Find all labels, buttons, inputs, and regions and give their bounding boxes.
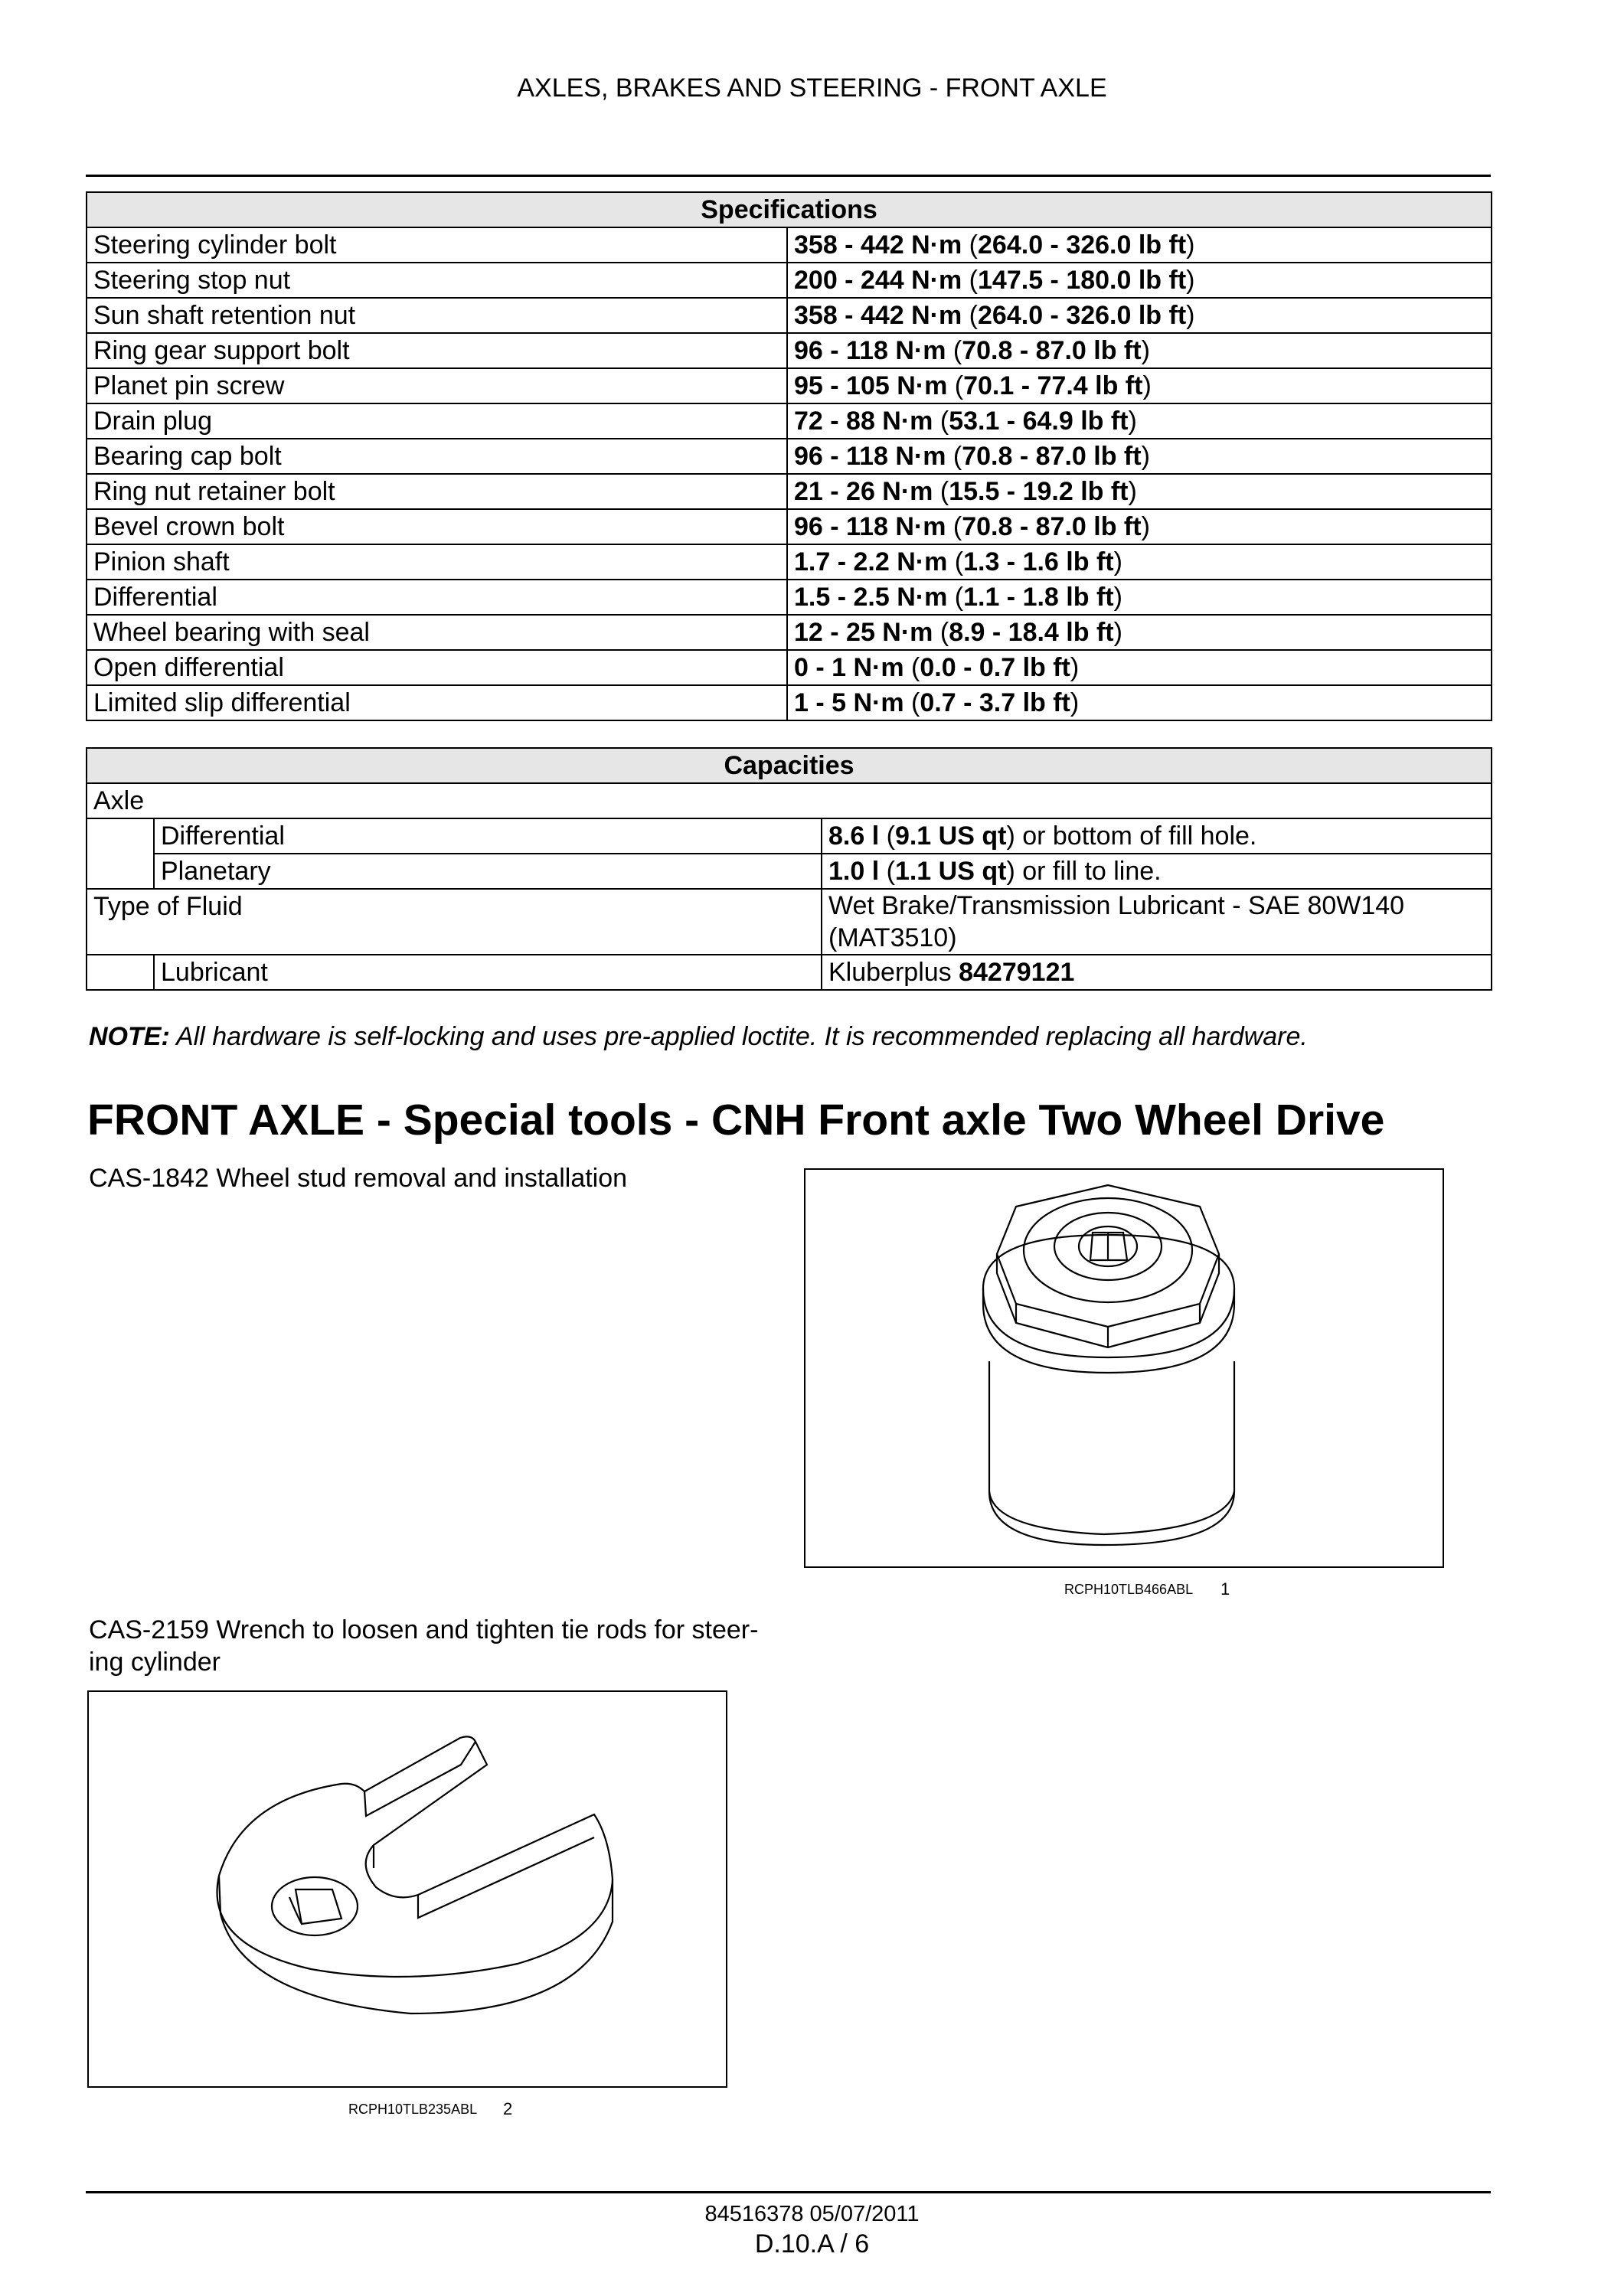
footer-rule xyxy=(86,2191,1491,2193)
lubricant-label: Lubricant xyxy=(154,955,822,990)
spec-item: Planet pin screw xyxy=(87,368,787,403)
axle-label: Axle xyxy=(87,783,1492,818)
lubricant-value: Kluberplus 84279121 xyxy=(822,955,1492,990)
spec-value: 200 - 244 N·m (147.5 - 180.0 lb ft) xyxy=(787,263,1492,298)
spec-value: 96 - 118 N·m (70.8 - 87.0 lb ft) xyxy=(787,333,1492,368)
spec-item: Wheel bearing with seal xyxy=(87,615,787,650)
spec-item: Drain plug xyxy=(87,403,787,439)
spec-item: Bevel crown bolt xyxy=(87,509,787,544)
figure1-number: 1 xyxy=(1220,1579,1230,1599)
spec-item: Sun shaft retention nut xyxy=(87,298,787,333)
spec-value: 358 - 442 N·m (264.0 - 326.0 lb ft) xyxy=(787,298,1492,333)
spec-value: 358 - 442 N·m (264.0 - 326.0 lb ft) xyxy=(787,227,1492,263)
spec-row xyxy=(87,333,1492,368)
spec-row xyxy=(87,368,1492,403)
spec-row xyxy=(87,685,1492,720)
footer-document-code: 84516378 05/07/2011 xyxy=(704,2202,920,2226)
spec-value: 1.5 - 2.5 N·m (1.1 - 1.8 lb ft) xyxy=(787,580,1492,615)
stud-tool-illustration xyxy=(805,1170,1443,1566)
footer-page-number: D.10.A / 6 xyxy=(754,2229,870,2258)
spec-item: Ring nut retainer bolt xyxy=(87,474,787,509)
spec-row xyxy=(87,650,1492,685)
spec-value: 21 - 26 N·m (15.5 - 19.2 lb ft) xyxy=(787,474,1492,509)
capacity-row-planetary xyxy=(87,854,1492,889)
spec-value: 1 - 5 N·m (0.7 - 3.7 lb ft) xyxy=(787,685,1492,720)
spec-row xyxy=(87,509,1492,544)
spec-row xyxy=(87,298,1492,333)
spec-row xyxy=(87,263,1492,298)
spec-value: 95 - 105 N·m (70.1 - 77.4 lb ft) xyxy=(787,368,1492,403)
spec-value: 12 - 25 N·m (8.9 - 18.4 lb ft) xyxy=(787,615,1492,650)
differential-value: 8.6 l (9.1 US qt) or bottom of fill hole. xyxy=(822,818,1492,854)
spec-item: Limited slip differential xyxy=(87,685,787,720)
spec-item: Open differential xyxy=(87,650,787,685)
planetary-label: Planetary xyxy=(154,854,822,889)
figure2-ref: RCPH10TLB235ABL xyxy=(348,2102,478,2117)
differential-label: Differential xyxy=(154,818,822,854)
fluid-value: Wet Brake/Transmission Lubricant - SAE 80W140 (MAT3510) xyxy=(822,889,1492,955)
spec-item: Steering cylinder bolt xyxy=(87,227,787,263)
capacity-row-lubricant xyxy=(87,955,1492,990)
capacities-table xyxy=(86,747,1492,991)
capacity-row-fluid xyxy=(87,889,1492,955)
spec-item: Differential xyxy=(87,580,787,615)
spec-row xyxy=(87,615,1492,650)
note-label: NOTE: xyxy=(89,1022,170,1051)
figure-tie-rod-wrench xyxy=(87,1690,727,2088)
spec-item: Bearing cap bolt xyxy=(87,439,787,474)
section-title: FRONT AXLE - Special tools - CNH Front axle Two Wheel Drive xyxy=(87,1096,1385,1145)
specifications-title: Specifications xyxy=(87,192,1492,227)
spec-row xyxy=(87,227,1492,263)
planetary-value: 1.0 l (1.1 US qt) or fill to line. xyxy=(822,854,1492,889)
specifications-table xyxy=(86,191,1492,721)
spec-row xyxy=(87,544,1492,580)
spec-value: 72 - 88 N·m (53.1 - 64.9 lb ft) xyxy=(787,403,1492,439)
spec-value: 96 - 118 N·m (70.8 - 87.0 lb ft) xyxy=(787,439,1492,474)
note xyxy=(89,1022,1308,1052)
note-text: All hardware is self-locking and uses pre-applied loctite. It is recommended replacing all hardware. xyxy=(175,1022,1308,1051)
capacity-row-differential xyxy=(87,818,1492,854)
spec-item: Ring gear support bolt xyxy=(87,333,787,368)
fluid-label: Type of Fluid xyxy=(87,889,822,955)
spec-value: 0 - 1 N·m (0.0 - 0.7 lb ft) xyxy=(787,650,1492,685)
spec-row xyxy=(87,403,1492,439)
tool1-caption: CAS-1842 Wheel stud removal and installation xyxy=(89,1164,628,1193)
spec-item: Pinion shaft xyxy=(87,544,787,580)
wrench-illustration xyxy=(89,1692,726,2086)
figure-wheel-stud-tool xyxy=(804,1168,1444,1568)
figure1-ref: RCPH10TLB466ABL xyxy=(1064,1582,1194,1597)
spec-value: 96 - 118 N·m (70.8 - 87.0 lb ft) xyxy=(787,509,1492,544)
figure2-number: 2 xyxy=(503,2099,513,2118)
spec-row xyxy=(87,580,1492,615)
spec-row xyxy=(87,474,1492,509)
page-header: AXLES, BRAKES AND STEERING - FRONT AXLE xyxy=(517,73,1107,103)
header-rule xyxy=(86,175,1491,177)
spec-row xyxy=(87,439,1492,474)
spec-item: Steering stop nut xyxy=(87,263,787,298)
capacities-title: Capacities xyxy=(87,748,1492,783)
spec-value: 1.7 - 2.2 N·m (1.3 - 1.6 lb ft) xyxy=(787,544,1492,580)
tool2-caption: CAS-2159 Wrench to loosen and tighten tie rods for steer- ing cylinder xyxy=(89,1615,759,1677)
